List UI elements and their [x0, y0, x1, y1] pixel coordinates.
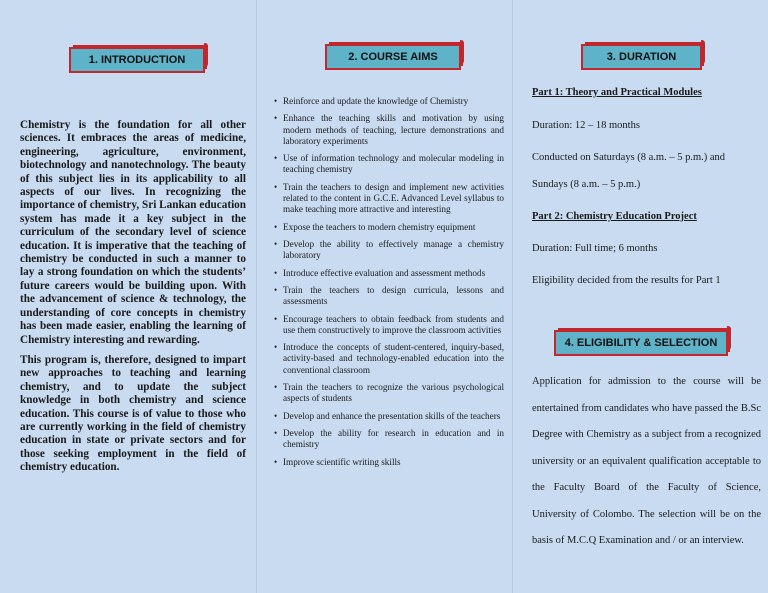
list-item: • Develop the ability for research in education and in chemistry	[274, 428, 504, 450]
list-item: • Use of information technology and molecular modeling in teaching chemistry	[274, 153, 504, 175]
list-item: • Train the teachers to design and implement new activities related to the content in G.C.E. Advanced Level syllabus to make teaching more attractive and interesting	[274, 182, 504, 216]
list-item: • Train the teachers to design curricula, lessons and assessments	[274, 285, 504, 307]
list-item: • Develop and enhance the presentation skills of the teachers	[274, 411, 504, 422]
list-item: • Reinforce and update the knowledge of Chemistry	[274, 96, 504, 107]
list-item: • Encourage teachers to obtain feedback from students and use them constructively to improve the classroom activities	[274, 314, 504, 336]
part1-title: Part 1: Theory and Practical Modules	[532, 87, 702, 98]
eligibility-heading: 4. ELIGIBILITY & SELECTION	[554, 330, 728, 356]
part2-eligibility: Eligibility decided from the results for Part 1	[532, 275, 721, 286]
course-aims-list	[274, 96, 504, 474]
list-item: • Enhance the teaching skills and motivation by using modern methods of teaching, lecture demonstrations and laboratory experiments	[274, 113, 504, 147]
list-item: • Introduce the concepts of student-centered, inquiry-based, activity-based and technology-enabled education into the conventional classroom	[274, 342, 504, 376]
eligibility-text: Application for admission to the course will be entertained from candidates who have passed the B.Sc Degree with Chemistry as a subject from a recognized university or an equivalent qualification acceptable to the Faculty Board of the Faculty of Science, University of Colombo. The selection will be on the basis of M.C.Q Examination and / or an interview.	[532, 376, 761, 546]
list-item: • Develop the ability to effectively manage a chemistry laboratory	[274, 239, 504, 261]
introduction-paragraph-1: Chemistry is the foundation for all other sciences. It embraces the areas of medicine, engineering, agriculture, environment, biotechnology and nanotechnology. The beauty of this subject lies in its applicability to all aspects of our lives. In recognizing the importance of chemistry, Sri Lankan education system has made it a key subject in the curriculum of the secondary level of science education. It is imperative that the teaching of chemistry be conducted in such a manner to lay a strong foundation on which the students’ future careers would be building upon. With the advancement of science & technology, the understanding of core concepts in chemistry has been made easier, enabling the learning of Chemistry interesting and rewarding.	[20, 119, 246, 346]
part1-schedule-line2: Sundays (8 a.m. – 5 p.m.)	[532, 179, 641, 190]
part1-schedule-line1: Conducted on Saturdays (8 a.m. – 5 p.m.) and	[532, 152, 726, 163]
part1-duration: Duration: 12 – 18 months	[532, 120, 640, 131]
course-aims-heading: 2. COURSE AIMS	[325, 44, 461, 70]
introduction-paragraph-2: This program is, therefore, designed to impart new approaches to teaching and learning chemistry, and to update the subject knowledge in both chemistry and science education. This course is of value to those who are currently working in the field of chemistry education in state or private sectors and for those seeking employment in the field of chemistry education.	[20, 353, 246, 474]
part2-title: Part 2: Chemistry Education Project	[532, 211, 697, 222]
introduction-heading: 1. INTRODUCTION	[69, 47, 205, 73]
list-item: • Improve scientific writing skills	[274, 457, 504, 468]
introduction-text	[20, 119, 246, 482]
part2-duration: Duration: Full time; 6 months	[532, 243, 658, 254]
list-item: • Train the teachers to recognize the various psychological aspects of students	[274, 382, 504, 404]
list-item: • Introduce effective evaluation and assessment methods	[274, 268, 504, 279]
list-item: • Expose the teachers to modern chemistry equipment	[274, 222, 504, 233]
duration-heading: 3. DURATION	[581, 44, 702, 70]
